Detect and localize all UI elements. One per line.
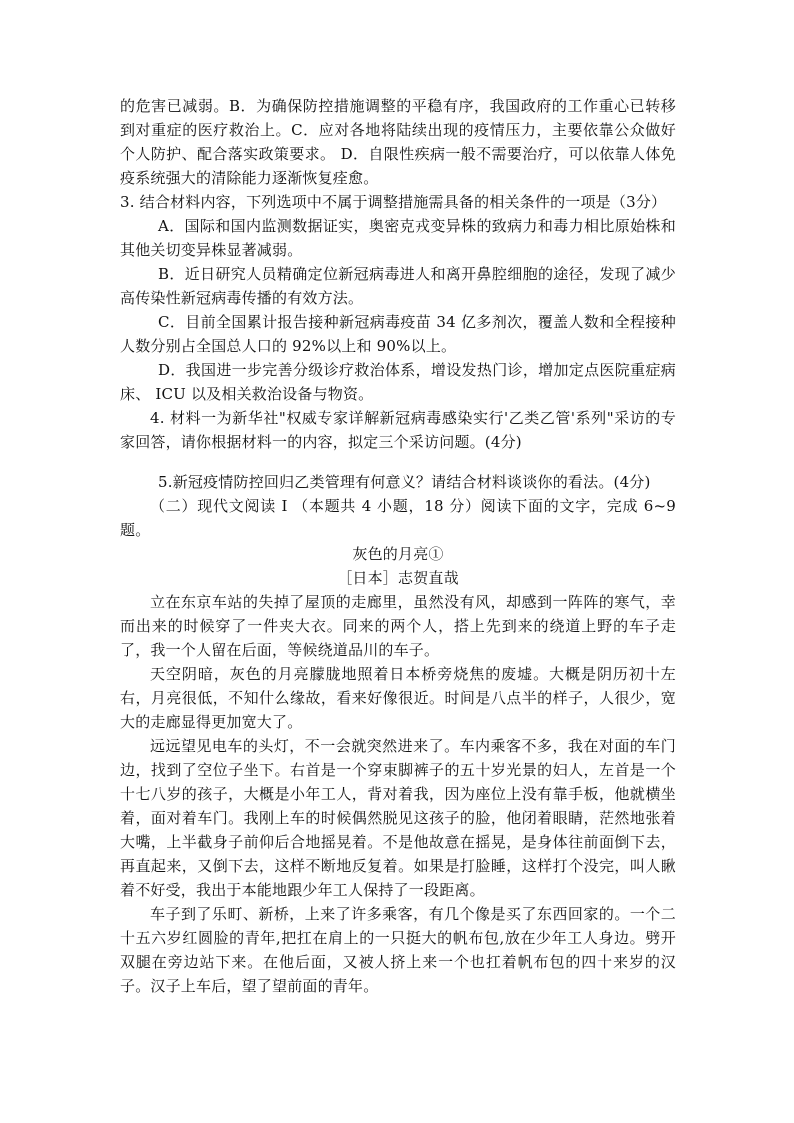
story-title: 灰色的月亮① bbox=[352, 545, 444, 563]
question-3-option-c: C．目前全国累计报告接种新冠病毒疫苗 34 亿多剂次，覆盖人数和全程接种人数分别占全国总人口的 92%以上和 90%以上。 bbox=[120, 313, 676, 355]
story-paragraph-1: 立在东京车站的失掉了屋顶的走廊里，虽然没有风，却感到一阵阵的寒气，幸而出来的时候穿了一件夹大衣。同来的两个人，搭上先到来的绕道上野的车子走了，我一个人留在后面，等候绕道品川的车子。 bbox=[120, 593, 676, 659]
question-3-option-b: B．近日研究人员精确定位新冠病毒进人和离开鼻腔细胞的途径，发现了减少高传染性新冠病毒传播的有效方法。 bbox=[120, 265, 676, 307]
question-3-stem: 3. 结合材料内容，下列选项中不属于调整措施需具备的相关条件的一项是（3分） bbox=[120, 193, 667, 211]
story-author: ［日本］志贺直哉 bbox=[337, 569, 459, 587]
question-5: 5.新冠疫情防控回归乙类管理有何意义？请结合材料谈谈你的看法。(4分) bbox=[158, 473, 651, 491]
question-4: 4. 材料一为新华社"权威专家详解新冠病毒感染实行'乙类乙管'系列"采访的专家回答，请你根据材料一的内容，拟定三个采访问题。(4分) bbox=[120, 409, 676, 451]
question-2-options-tail: 的危害已减弱。B．为确保防控措施调整的平稳有序，我国政府的工作重心已转移到对重症的医疗救治上。C．应对各地将陆续出现的疫情压力，主要依靠公众做好个人防护、配合落实政策要求。 D．自限性疾病一般不需要治疗，可以依靠人体免疫系统强大的清除能力逐渐恢复痊愈。 bbox=[120, 97, 676, 187]
story-paragraph-4: 车子到了乐町、新桥，上来了许多乘客，有几个像是买了东西回家的。一个二十五六岁红圆脸的青年,把扛在肩上的一只挺大的帆布包,放在少年工人身边。劈开双腿在旁边站下来。在他后面，又被人挤上来一个也扛着帆布包的四十来岁的汉子。汉子上车后，望了望前面的青年。 bbox=[120, 905, 676, 995]
document-body bbox=[120, 94, 676, 998]
question-3-option-d: D．我国进一步完善分级诊疗救治体系，增设发热门诊，增加定点医院重症病床、 ICU 以及相关救治设备与物资。 bbox=[120, 361, 676, 403]
question-3-option-a: A．国际和国内监测数据证实，奥密克戎变异株的致病力和毒力相比原始株和其他关切变异株显著减弱。 bbox=[120, 217, 676, 259]
section-2-intro: （二）现代文阅读 I （本题共 4 小题，18 分）阅读下面的文字，完成 6~9 题。 bbox=[120, 497, 676, 539]
story-paragraph-2: 天空阴暗，灰色的月亮朦胧地照着日本桥旁烧焦的废墟。大概是阴历初十左右，月亮很低，不知什么缘故，看来好像很近。时间是八点半的样子，人很少，宽大的走廊显得更加宽大了。 bbox=[120, 665, 676, 731]
story-paragraph-3: 远远望见电车的头灯，不一会就突然进来了。车内乘客不多，我在对面的车门边，找到了空位子坐下。右首是一个穿束脚裤子的五十岁光景的妇人，左首是一个十七八岁的孩子，大概是小年工人，背对着我，因为座位上没有靠手板，他就横坐着，面对着车门。我刚上车的时候偶然脱见这孩子的脸，他闭着眼睛，茫然地张着大嘴，上半截身子前仰后合地摇晃着。不是他故意在摇晃，是身体往前面倒下去，再直起来，又倒下去，这样不断地反复着。如果是打脸睡，这样打个没完，叫人瞅着不好受，我出于本能地跟少年工人保持了一段距离。 bbox=[120, 737, 676, 899]
